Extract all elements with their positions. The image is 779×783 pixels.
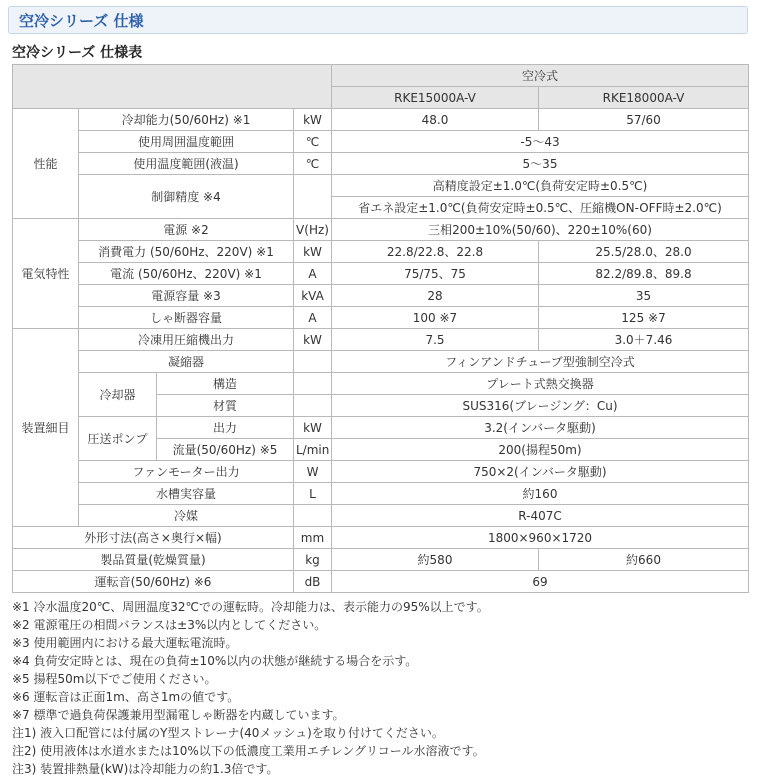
row-value-2: 25.5/28.0、28.0 bbox=[539, 241, 749, 263]
spec-table bbox=[12, 64, 749, 593]
footnote: ※2 電源電圧の相間バランスは±3%以内としてください。 bbox=[12, 618, 327, 632]
header-model-1: RKE15000A-V bbox=[332, 87, 539, 109]
row-unit: A bbox=[294, 307, 332, 329]
footnote: ※6 運転音は正面1m、高さ1mの値です。 bbox=[12, 690, 240, 704]
footnote: 注3) 装置排熱量(kW)は冷却能力の約1.3倍です。 bbox=[12, 762, 279, 776]
row-sublabel: 出力 bbox=[157, 417, 294, 439]
row-unit bbox=[294, 175, 332, 219]
table-row bbox=[13, 153, 749, 175]
row-unit: kg bbox=[294, 549, 332, 571]
row-unit bbox=[294, 351, 332, 373]
row-value-2: 57/60 bbox=[539, 109, 749, 131]
row-label: 運転音(50/60Hz) ※6 bbox=[13, 571, 294, 593]
row-label: 電流 (50/60Hz、220V) ※1 bbox=[79, 263, 294, 285]
row-sublabel: 構造 bbox=[157, 373, 294, 395]
row-label: 電源容量 ※3 bbox=[79, 285, 294, 307]
table-row bbox=[13, 461, 749, 483]
row-unit: kW bbox=[294, 329, 332, 351]
row-value: 三相200±10%(50/60)、220±10%(60) bbox=[332, 219, 749, 241]
row-value: 省エネ設定±1.0℃(負荷安定時±0.5℃、圧縮機ON-OFF時±2.0℃) bbox=[332, 197, 749, 219]
row-label: しゃ断器容量 bbox=[79, 307, 294, 329]
row-unit: A bbox=[294, 263, 332, 285]
table-row bbox=[13, 571, 749, 593]
row-value: プレート式熱交換器 bbox=[332, 373, 749, 395]
row-value: 約160 bbox=[332, 483, 749, 505]
header-row bbox=[13, 65, 749, 87]
row-label: 制御精度 ※4 bbox=[79, 175, 294, 219]
row-value-2: 35 bbox=[539, 285, 749, 307]
row-sublabel: 流量(50/60Hz) ※5 bbox=[157, 439, 294, 461]
row-label: 消費電力 (50/60Hz、220V) ※1 bbox=[79, 241, 294, 263]
footnote: ※5 揚程50m以下でご使用ください。 bbox=[12, 672, 217, 686]
table-row bbox=[13, 219, 749, 241]
row-value: 5～35 bbox=[332, 153, 749, 175]
section-electrical: 電気特性 bbox=[13, 219, 79, 329]
row-value: 1800×960×1720 bbox=[332, 527, 749, 549]
header-blank bbox=[13, 65, 332, 109]
row-unit: dB bbox=[294, 571, 332, 593]
row-value: 200(揚程50m) bbox=[332, 439, 749, 461]
row-value: 750×2(インバータ駆動) bbox=[332, 461, 749, 483]
row-unit: L/min bbox=[294, 439, 332, 461]
row-label: 冷媒 bbox=[79, 505, 294, 527]
row-value-2: 82.2/89.8、89.8 bbox=[539, 263, 749, 285]
row-unit: W bbox=[294, 461, 332, 483]
footnote: 注1) 液入口配管には付属のY型ストレーナ(40メッシュ)を取り付けてください。 bbox=[12, 726, 444, 740]
row-label: 凝縮器 bbox=[79, 351, 294, 373]
table-row bbox=[13, 285, 749, 307]
row-sublabel: 材質 bbox=[157, 395, 294, 417]
row-value-2: 3.0＋7.46 bbox=[539, 329, 749, 351]
row-unit: kW bbox=[294, 241, 332, 263]
section-performance: 性能 bbox=[13, 109, 79, 219]
row-value-1: 75/75、75 bbox=[332, 263, 539, 285]
table-row bbox=[13, 175, 749, 197]
row-label: 冷却器 bbox=[79, 373, 157, 417]
table-row bbox=[13, 241, 749, 263]
footnote: 注2) 使用液体は水道水または10%以下の低濃度工業用エチレングリコール水溶液です。 bbox=[12, 744, 485, 758]
table-row bbox=[13, 109, 749, 131]
table-row bbox=[13, 549, 749, 571]
row-label: 電源 ※2 bbox=[79, 219, 294, 241]
table-row bbox=[13, 351, 749, 373]
table-row bbox=[13, 263, 749, 285]
row-label: 冷却能力(50/60Hz) ※1 bbox=[79, 109, 294, 131]
row-unit: ℃ bbox=[294, 131, 332, 153]
row-label: ファンモーター出力 bbox=[79, 461, 294, 483]
row-value-1: 28 bbox=[332, 285, 539, 307]
footnote: ※3 使用範囲内における最大運転電流時。 bbox=[12, 636, 238, 650]
row-label: 冷凍用圧縮機出力 bbox=[79, 329, 294, 351]
row-unit: ℃ bbox=[294, 153, 332, 175]
row-value-1: 約580 bbox=[332, 549, 539, 571]
row-value: R-407C bbox=[332, 505, 749, 527]
row-value-2: 125 ※7 bbox=[539, 307, 749, 329]
row-label: 使用温度範囲(液温) bbox=[79, 153, 294, 175]
row-label: 圧送ポンプ bbox=[79, 417, 157, 461]
table-row bbox=[13, 505, 749, 527]
table-row bbox=[13, 417, 749, 439]
footnote: ※4 負荷安定時とは、現在の負荷±10%以内の状態が継続する場合を示す。 bbox=[12, 654, 418, 668]
footnote: ※7 標準で過負荷保護兼用型漏電しゃ断器を内蔵しています。 bbox=[12, 708, 345, 722]
table-title: 空冷シリーズ 仕様表 bbox=[12, 45, 143, 61]
row-unit: kW bbox=[294, 109, 332, 131]
table-row bbox=[13, 483, 749, 505]
footnotes bbox=[12, 598, 489, 778]
row-unit: mm bbox=[294, 527, 332, 549]
row-unit: kVA bbox=[294, 285, 332, 307]
table-row bbox=[13, 307, 749, 329]
row-value-1: 48.0 bbox=[332, 109, 539, 131]
row-unit: L bbox=[294, 483, 332, 505]
section-details: 装置細目 bbox=[13, 329, 79, 527]
banner-title: 空冷シリーズ 仕様 bbox=[19, 12, 144, 30]
row-value: -5～43 bbox=[332, 131, 749, 153]
row-label: 水槽実容量 bbox=[79, 483, 294, 505]
row-label: 製品質量(乾燥質量) bbox=[13, 549, 294, 571]
row-unit: V(Hz) bbox=[294, 219, 332, 241]
row-label: 外形寸法(高さ×奥行×幅) bbox=[13, 527, 294, 549]
row-value-2: 約660 bbox=[539, 549, 749, 571]
row-value-1: 7.5 bbox=[332, 329, 539, 351]
section-banner bbox=[8, 6, 748, 34]
row-unit bbox=[294, 505, 332, 527]
table-row bbox=[13, 373, 749, 395]
row-value: 3.2(インバータ駆動) bbox=[332, 417, 749, 439]
row-unit bbox=[294, 395, 332, 417]
row-value: フィンアンドチューブ型強制空冷式 bbox=[332, 351, 749, 373]
row-unit: kW bbox=[294, 417, 332, 439]
row-unit bbox=[294, 373, 332, 395]
table-row bbox=[13, 131, 749, 153]
row-value: 高精度設定±1.0℃(負荷安定時±0.5℃) bbox=[332, 175, 749, 197]
table-row bbox=[13, 527, 749, 549]
row-value-1: 100 ※7 bbox=[332, 307, 539, 329]
footnote: ※1 冷水温度20℃、周囲温度32℃での運転時。冷却能力は、表示能力の95%以上です。 bbox=[12, 600, 489, 614]
table-row bbox=[13, 329, 749, 351]
row-value: 69 bbox=[332, 571, 749, 593]
row-value: SUS316(ブレージング：Cu) bbox=[332, 395, 749, 417]
header-group: 空冷式 bbox=[332, 65, 749, 87]
row-value-1: 22.8/22.8、22.8 bbox=[332, 241, 539, 263]
header-model-2: RKE18000A-V bbox=[539, 87, 749, 109]
row-label: 使用周囲温度範囲 bbox=[79, 131, 294, 153]
